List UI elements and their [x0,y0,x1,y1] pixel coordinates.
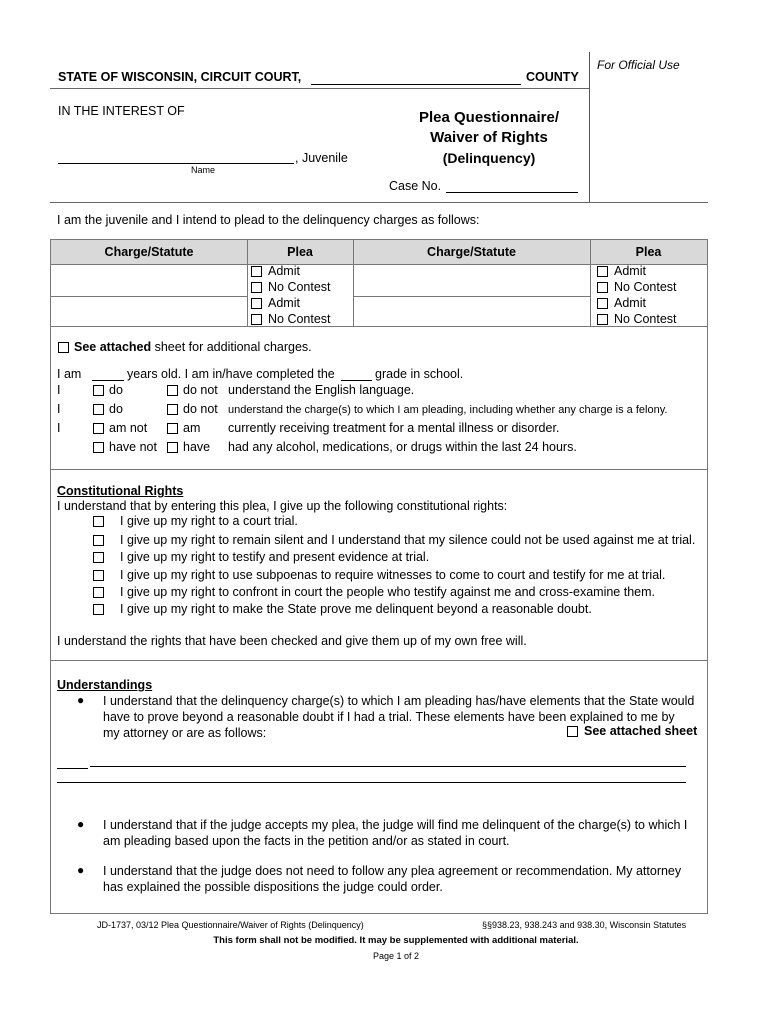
constitutional-closing: I understand the rights that have been checked and give them up of my own free will. [57,634,527,648]
charges-table [50,239,708,327]
plea1-admit-label: Admit [268,264,300,278]
age-field[interactable] [92,380,124,381]
court-prefix: STATE OF WISCONSIN, CIRCUIT COURT, [58,70,302,84]
plea1-no-contest-label: No Contest [268,280,331,294]
juvenile-label: , Juvenile [295,151,348,165]
right-state-prove-checkbox[interactable] [93,604,104,615]
case-no-label: Case No. [389,179,442,193]
charges-question: understand the charge(s) to which I am pleading, including whether any charge is a felony. [228,404,668,416]
right-testify-text: I give up my right to testify and present evidence at trial. [120,550,430,564]
bullet-2: ● [77,817,85,831]
county-field[interactable] [311,84,521,85]
charges-do-not-label: do not [183,402,218,416]
right-remain-silent-checkbox[interactable] [93,535,104,546]
alcohol-have-not-label: have not [109,440,157,454]
treatment-question: currently receiving treatment for a mental illness or disorder. [228,421,560,435]
plea2-no-contest-checkbox[interactable] [251,314,262,325]
constitutional-heading: Constitutional Rights [57,484,184,498]
elements-field-prefix[interactable] [57,768,88,769]
alcohol-have-label: have [183,440,211,454]
right-subpoenas-text: I give up my right to use subpoenas to require witnesses to come to court and testify for me at trial. [120,568,666,582]
grade-field[interactable] [341,380,372,381]
name-caption: Name [191,165,216,175]
county-label: COUNTY [526,70,579,84]
plea1-no-contest-checkbox[interactable] [251,282,262,293]
see-attached-checkbox[interactable] [58,342,69,353]
treatment-am-checkbox[interactable] [167,423,178,434]
page-number: Page 1 of 2 [372,951,420,961]
title-line-2: Waiver of Rights [430,129,548,146]
col-charge-statute: Charge/Statute [104,245,194,259]
title-line-3: (Delinquency) [442,150,536,166]
charges-i-label: I [57,402,61,416]
understanding-1: I understand that the delinquency charge(s) to which I am pleading has/have elements that the State would have to prove beyond a reasonable doubt if I had a trial. These elements have been explained to me by my attorney or are as follows: [103,694,695,740]
english-do-checkbox[interactable] [93,385,104,396]
col-plea-2: Plea [635,245,662,259]
right-confront-checkbox[interactable] [93,587,104,598]
elements-field-line-1[interactable] [90,766,686,767]
treatment-i-label: I [57,421,61,435]
right-testify-checkbox[interactable] [93,552,104,563]
plea3-admit-checkbox[interactable] [597,266,608,277]
charges-do-not-checkbox[interactable] [167,404,178,415]
title-line-1: Plea Questionnaire/ [418,109,560,126]
header-bottom-rule [50,202,708,203]
statutes-ref: §§938.23, 938.243 and 938.30, Wisconsin Statutes [482,920,687,930]
plea2-admit-checkbox[interactable] [251,298,262,309]
interest-of-label: IN THE INTEREST OF [58,104,185,118]
bullet-1: ● [77,693,85,707]
elements-see-attached-label: See attached sheet [584,724,698,738]
plea2-no-contest-label: No Contest [268,312,331,326]
header-rule [50,88,589,89]
intro-text: I am the juvenile and I intend to plead to the delinquency charges as follows: [57,213,480,227]
right-subpoenas-checkbox[interactable] [93,570,104,581]
right-state-prove-text: I give up my right to make the State prove me delinquent beyond a reasonable doubt. [120,602,592,616]
section-divider-1 [50,469,708,470]
plea2-admit-label: Admit [268,296,300,310]
alcohol-have-checkbox[interactable] [167,442,178,453]
juvenile-name-field[interactable] [58,163,294,164]
understanding-3: I understand that the judge does not need to follow any plea agreement or recommendation. My attorney has explained the possible dispositions the judge could order. [103,864,682,894]
plea4-no-contest-label: No Contest [614,312,677,326]
i-am-label: I am [57,367,82,381]
english-do-not-label: do not [183,383,218,397]
right-court-trial-text: I give up my right to a court trial. [120,514,298,528]
plea3-no-contest-checkbox[interactable] [597,282,608,293]
plea3-admit-label: Admit [614,264,646,278]
col-charge-statute-2: Charge/Statute [427,245,516,259]
treatment-am-not-label: am not [109,421,148,435]
see-attached-text: See attached sheet for additional charges. [74,340,312,354]
official-use-label: For Official Use [597,58,680,72]
official-use-divider [589,52,590,202]
charges-do-label: do [109,402,123,416]
grade-text: grade in school. [375,367,464,381]
english-question: understand the English language. [228,383,415,397]
right-confront-text: I give up my right to confront in court the people who testify against me and cross-examine them. [120,585,655,599]
english-do-not-checkbox[interactable] [167,385,178,396]
modification-notice: This form shall not be modified. It may be supplemented with additional material. [213,935,579,946]
plea1-admit-checkbox[interactable] [251,266,262,277]
treatment-am-label: am [183,421,201,435]
constitutional-intro: I understand that by entering this plea, I give up the following constitutional rights: [57,499,508,513]
plea4-no-contest-checkbox[interactable] [597,314,608,325]
right-remain-silent-text: I give up my right to remain silent and I understand that my silence could not be used against me at trial. [120,533,696,547]
section-divider-2 [50,660,708,661]
col-plea: Plea [287,245,313,259]
elements-field-line-2[interactable] [57,782,686,783]
right-court-trial-checkbox[interactable] [93,516,104,527]
alcohol-question: had any alcohol, medications, or drugs within the last 24 hours. [228,440,577,454]
treatment-am-not-checkbox[interactable] [93,423,104,434]
charges-do-checkbox[interactable] [93,404,104,415]
years-old-text: years old. I am in/have completed the [127,367,335,381]
elements-see-attached-checkbox[interactable] [567,726,578,737]
bullet-3: ● [77,863,85,877]
form-title [389,108,589,168]
plea4-admit-label: Admit [614,296,646,310]
alcohol-have-not-checkbox[interactable] [93,442,104,453]
english-do-label: do [109,383,123,397]
case-no-field[interactable] [446,192,578,193]
understandings-heading: Understandings [57,678,153,692]
english-i-label: I [57,383,61,397]
plea4-admit-checkbox[interactable] [597,298,608,309]
understanding-2: I understand that if the judge accepts my plea, the judge will find me delinquent of the charge(s) to which I am pleading based upon the facts in the petition and/or as stated in court. [103,818,688,848]
form-id: JD-1737, 03/12 Plea Questionnaire/Waiver of Rights (Delinquency) [97,920,364,930]
plea3-no-contest-label: No Contest [614,280,677,294]
